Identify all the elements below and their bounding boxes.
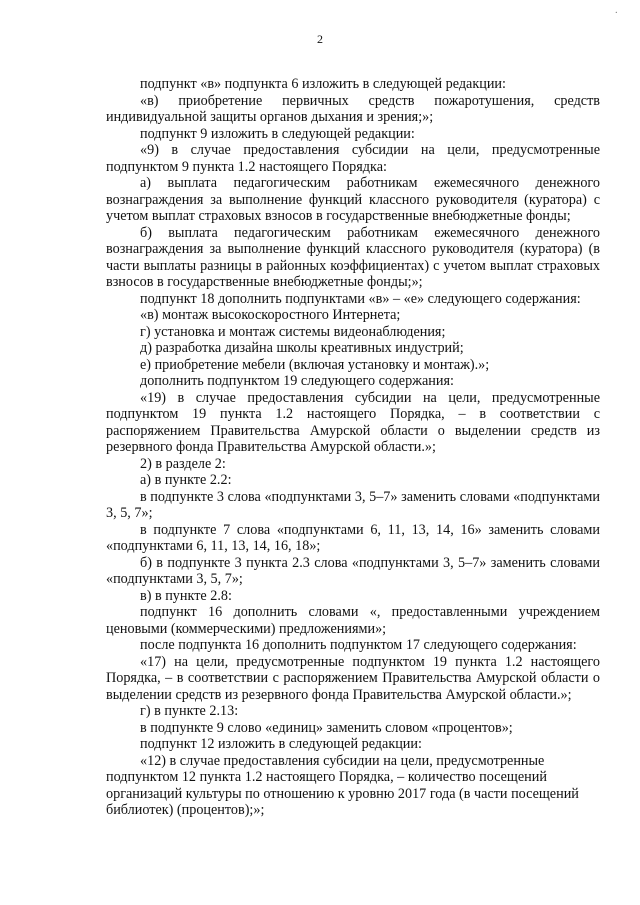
- paragraph: «9) в случае предоставления субсидии на цели, предусмотренные подпунктом 9 пункта 1.2 настоящего Порядка:: [106, 142, 600, 175]
- corner-mark: ·: [614, 8, 618, 19]
- paragraph: подпункт 12 изложить в следующей редакции:: [140, 736, 422, 752]
- paragraph: «в) приобретение первичных средств пожаротушения, средств индивидуальной защиты органов дыхания и зрения;»;: [106, 92, 600, 125]
- paragraph: в) в пункте 2.8:: [140, 587, 232, 604]
- document-body: [106, 76, 600, 819]
- paragraph: б) в подпункте 3 пункта 2.3 слова «подпунктами 3, 5–7» заменить словами «подпунктами 3, 5, 7»;: [106, 554, 600, 587]
- page-number: 2: [317, 32, 323, 46]
- paragraph: подпункт 9 изложить в следующей редакции:: [140, 125, 415, 142]
- paragraph: в подпункте 3 слова «подпунктами 3, 5–7» заменить словами «подпунктами 3, 5, 7»;: [106, 488, 600, 521]
- paragraph: г) в пункте 2.13:: [140, 703, 239, 719]
- paragraph: «19) в случае предоставления субсидии на цели, предусмотренные подпунктом 19 пункта 1.2 настоящего Порядка, – в соответствии с распоряжением Правительства Амурской области о выделении средств из резервного фонда Правительства Амурской области.»;: [106, 389, 600, 455]
- paragraph: г) установка и монтаж системы видеонаблюдения;: [140, 323, 446, 340]
- paragraph: е) приобретение мебели (включая установку и монтаж).»;: [140, 356, 490, 373]
- paragraph: подпункт 18 дополнить подпунктами «в» – «е» следующего содержания:: [140, 290, 581, 307]
- paragraph: «17) на цели, предусмотренные подпунктом 19 пункта 1.2 настоящего Порядка, – в соответствии с распоряжением Правительства Амурской области о выделении средств из резервного фонда Правительства Амурской области.»;: [106, 653, 600, 703]
- paragraph: подпункт 16 дополнить словами «, предоставленными учреждением ценовыми (коммерческими) предложениями»;: [106, 604, 600, 637]
- paragraph: «12) в случае предоставления субсидии на цели, предусмотренные подпунктом 12 пункта 1.2 настоящего Порядка, – количество посещений организаций культуры по отношению к уровню 2017 года (в части посещений библиотек) (процентов);»;: [106, 752, 579, 818]
- paragraph: 2) в разделе 2:: [140, 455, 226, 472]
- paragraph: дополнить подпунктом 19 следующего содержания:: [140, 373, 454, 389]
- paragraph: д) разработка дизайна школы креативных индустрий;: [140, 340, 464, 356]
- paragraph: б) выплата педагогическим работникам ежемесячного денежного вознаграждения за выполнение функций классного руководителя (куратора) (в части выплаты разницы в районных коэффициентах) с учетом выплат страховых взносов в государственные внебюджетные фонды;»;: [106, 224, 600, 290]
- paragraph: «в) монтаж высокоскоростного Интернета;: [140, 307, 401, 323]
- paragraph: а) выплата педагогическим работникам ежемесячного денежного вознаграждения за выполнение функций классного руководителя (куратора) с учетом выплат страховых взносов в государственные внебюджетные фонды;: [106, 175, 600, 224]
- paragraph: в подпункте 7 слова «подпунктами 6, 11, 13, 14, 16» заменить словами «подпунктами 6, 11, 13, 14, 16, 18»;: [106, 521, 600, 554]
- paragraph: а) в пункте 2.2:: [140, 472, 232, 488]
- paragraph: в подпункте 9 слово «единиц» заменить словом «процентов»;: [140, 719, 513, 736]
- paragraph: подпункт «в» подпункта 6 изложить в следующей редакции:: [140, 76, 506, 92]
- paragraph: после подпункта 16 дополнить подпунктом 17 следующего содержания:: [140, 637, 577, 653]
